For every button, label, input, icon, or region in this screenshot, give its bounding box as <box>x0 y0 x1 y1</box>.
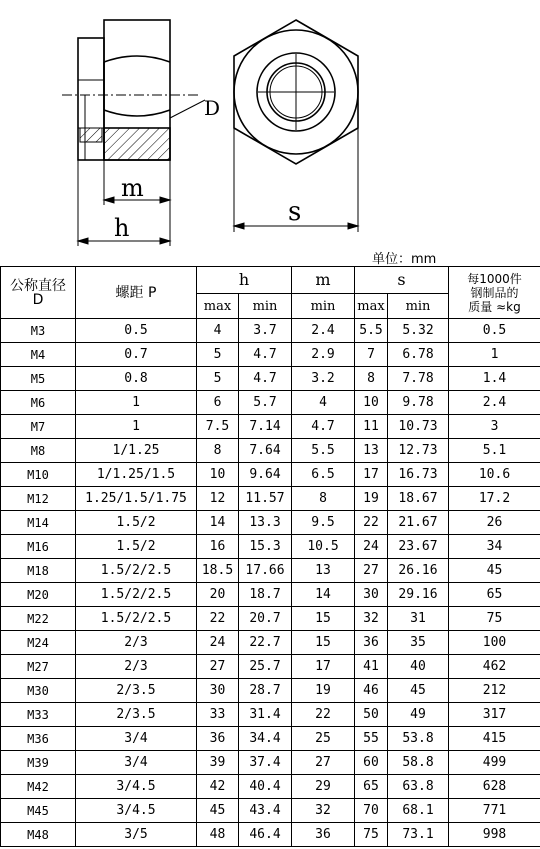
cell-mass: 17.2 <box>449 487 540 511</box>
cell-h-max: 39 <box>197 751 239 775</box>
cell-s-max: 41 <box>355 655 388 679</box>
header-h-min: min <box>239 294 292 319</box>
cell-diameter: M33 <box>1 703 76 727</box>
cell-pitch: 1.25/1.5/1.75 <box>76 487 197 511</box>
cell-h-min: 25.7 <box>239 655 292 679</box>
cell-m-min: 10.5 <box>292 535 355 559</box>
cell-h-min: 15.3 <box>239 535 292 559</box>
cell-diameter: M39 <box>1 751 76 775</box>
nut-drawing <box>0 0 540 268</box>
cell-pitch: 3/4 <box>76 727 197 751</box>
cell-s-min: 21.67 <box>388 511 449 535</box>
cell-s-min: 16.73 <box>388 463 449 487</box>
spec-table <box>0 266 540 847</box>
cell-s-min: 63.8 <box>388 775 449 799</box>
cell-diameter: M45 <box>1 799 76 823</box>
cell-h-max: 33 <box>197 703 239 727</box>
cell-diameter: M22 <box>1 607 76 631</box>
cell-pitch: 0.5 <box>76 319 197 343</box>
cell-s-max: 70 <box>355 799 388 823</box>
table-row <box>1 703 540 727</box>
table-row <box>1 391 540 415</box>
cell-h-max: 7.5 <box>197 415 239 439</box>
cell-diameter: M6 <box>1 391 76 415</box>
front-centerlines <box>258 54 334 130</box>
table-row <box>1 367 540 391</box>
cell-h-max: 27 <box>197 655 239 679</box>
cell-s-min: 53.8 <box>388 727 449 751</box>
cell-h-max: 20 <box>197 583 239 607</box>
cell-m-min: 8 <box>292 487 355 511</box>
cell-s-min: 40 <box>388 655 449 679</box>
cell-mass: 0.5 <box>449 319 540 343</box>
cell-pitch: 2/3.5 <box>76 679 197 703</box>
cell-pitch: 3/4.5 <box>76 775 197 799</box>
cell-pitch: 3/5 <box>76 823 197 847</box>
table-row <box>1 343 540 367</box>
cell-mass: 5.1 <box>449 439 540 463</box>
cell-h-min: 37.4 <box>239 751 292 775</box>
cell-s-max: 22 <box>355 511 388 535</box>
cell-m-min: 32 <box>292 799 355 823</box>
cell-h-min: 11.57 <box>239 487 292 511</box>
cell-s-min: 9.78 <box>388 391 449 415</box>
cell-s-max: 5.5 <box>355 319 388 343</box>
cell-diameter: M16 <box>1 535 76 559</box>
cell-mass: 2.4 <box>449 391 540 415</box>
cell-mass: 34 <box>449 535 540 559</box>
cell-mass: 26 <box>449 511 540 535</box>
cell-diameter: M36 <box>1 727 76 751</box>
table-row <box>1 679 540 703</box>
cell-s-max: 60 <box>355 751 388 775</box>
cell-h-min: 3.7 <box>239 319 292 343</box>
cell-m-min: 3.2 <box>292 367 355 391</box>
cell-m-min: 9.5 <box>292 511 355 535</box>
cell-pitch: 3/4 <box>76 751 197 775</box>
cell-m-min: 36 <box>292 823 355 847</box>
cell-m-min: 2.9 <box>292 343 355 367</box>
table-row <box>1 415 540 439</box>
cell-h-max: 4 <box>197 319 239 343</box>
header-s-min: min <box>388 294 449 319</box>
cell-pitch: 2/3 <box>76 655 197 679</box>
cell-mass: 771 <box>449 799 540 823</box>
cell-s-min: 18.67 <box>388 487 449 511</box>
table-row <box>1 559 540 583</box>
cell-pitch: 2/3.5 <box>76 703 197 727</box>
cell-m-min: 2.4 <box>292 319 355 343</box>
cell-h-max: 45 <box>197 799 239 823</box>
cell-h-max: 8 <box>197 439 239 463</box>
table-row <box>1 727 540 751</box>
cell-s-min: 45 <box>388 679 449 703</box>
cell-s-min: 26.16 <box>388 559 449 583</box>
cell-s-min: 68.1 <box>388 799 449 823</box>
cell-diameter: M7 <box>1 415 76 439</box>
cell-pitch: 1.5/2/2.5 <box>76 559 197 583</box>
cell-diameter: M12 <box>1 487 76 511</box>
cell-pitch: 1.5/2 <box>76 535 197 559</box>
cell-s-max: 55 <box>355 727 388 751</box>
cell-m-min: 19 <box>292 679 355 703</box>
cell-s-max: 19 <box>355 487 388 511</box>
cell-h-max: 18.5 <box>197 559 239 583</box>
cell-pitch: 0.8 <box>76 367 197 391</box>
cell-mass: 317 <box>449 703 540 727</box>
side-view <box>78 20 170 160</box>
cell-s-max: 17 <box>355 463 388 487</box>
cell-m-min: 27 <box>292 751 355 775</box>
table-row <box>1 655 540 679</box>
cell-diameter: M48 <box>1 823 76 847</box>
cell-pitch: 1.5/2/2.5 <box>76 607 197 631</box>
cell-m-min: 5.5 <box>292 439 355 463</box>
header-mass: 每1000件 钢制品的 质量 ≈kg <box>449 267 540 319</box>
cell-pitch: 1/1.25 <box>76 439 197 463</box>
cell-h-min: 7.64 <box>239 439 292 463</box>
cell-s-min: 6.78 <box>388 343 449 367</box>
cell-s-max: 27 <box>355 559 388 583</box>
cell-s-min: 10.73 <box>388 415 449 439</box>
cell-h-max: 42 <box>197 775 239 799</box>
table-row <box>1 439 540 463</box>
cell-pitch: 1.5/2 <box>76 511 197 535</box>
table-row <box>1 631 540 655</box>
cell-h-max: 24 <box>197 631 239 655</box>
cell-s-max: 8 <box>355 367 388 391</box>
cell-m-min: 29 <box>292 775 355 799</box>
cell-s-max: 36 <box>355 631 388 655</box>
cell-s-max: 13 <box>355 439 388 463</box>
cell-mass: 45 <box>449 559 540 583</box>
cell-m-min: 15 <box>292 631 355 655</box>
cell-pitch: 1/1.25/1.5 <box>76 463 197 487</box>
cell-pitch: 0.7 <box>76 343 197 367</box>
header-s-max: max <box>355 294 388 319</box>
cell-h-min: 20.7 <box>239 607 292 631</box>
cell-mass: 10.6 <box>449 463 540 487</box>
cell-s-max: 11 <box>355 415 388 439</box>
cell-h-min: 40.4 <box>239 775 292 799</box>
cell-h-min: 22.7 <box>239 631 292 655</box>
cell-s-max: 75 <box>355 823 388 847</box>
cell-diameter: M30 <box>1 679 76 703</box>
cell-m-min: 17 <box>292 655 355 679</box>
cell-mass: 1.4 <box>449 367 540 391</box>
header-m-min: min <box>292 294 355 319</box>
cell-diameter: M20 <box>1 583 76 607</box>
cell-h-max: 36 <box>197 727 239 751</box>
cell-diameter: M14 <box>1 511 76 535</box>
table-row <box>1 751 540 775</box>
cell-m-min: 14 <box>292 583 355 607</box>
cell-mass: 65 <box>449 583 540 607</box>
cell-h-min: 13.3 <box>239 511 292 535</box>
cell-s-max: 24 <box>355 535 388 559</box>
cell-mass: 100 <box>449 631 540 655</box>
cell-m-min: 13 <box>292 559 355 583</box>
cell-mass: 3 <box>449 415 540 439</box>
cell-s-max: 46 <box>355 679 388 703</box>
cell-h-min: 31.4 <box>239 703 292 727</box>
header-h-max: max <box>197 294 239 319</box>
table-row <box>1 607 540 631</box>
cell-h-max: 6 <box>197 391 239 415</box>
cell-pitch: 1 <box>76 391 197 415</box>
header-s: s <box>355 267 449 294</box>
d-leader <box>170 100 205 118</box>
cell-h-max: 14 <box>197 511 239 535</box>
cell-diameter: M27 <box>1 655 76 679</box>
label-m: m <box>121 174 144 202</box>
cell-h-min: 18.7 <box>239 583 292 607</box>
cell-s-min: 7.78 <box>388 367 449 391</box>
cell-s-min: 5.32 <box>388 319 449 343</box>
label-d: D <box>204 96 221 120</box>
cell-s-max: 10 <box>355 391 388 415</box>
table-row <box>1 511 540 535</box>
cell-h-max: 16 <box>197 535 239 559</box>
cell-pitch: 2/3 <box>76 631 197 655</box>
cell-diameter: M3 <box>1 319 76 343</box>
cell-h-max: 10 <box>197 463 239 487</box>
cell-h-min: 43.4 <box>239 799 292 823</box>
cell-s-max: 30 <box>355 583 388 607</box>
table-row <box>1 823 540 847</box>
cell-h-min: 7.14 <box>239 415 292 439</box>
cell-h-max: 22 <box>197 607 239 631</box>
cell-h-max: 30 <box>197 679 239 703</box>
cell-diameter: M5 <box>1 367 76 391</box>
cell-m-min: 15 <box>292 607 355 631</box>
header-h: h <box>197 267 292 294</box>
cell-s-min: 23.67 <box>388 535 449 559</box>
table-row <box>1 463 540 487</box>
table-row <box>1 487 540 511</box>
cell-s-max: 7 <box>355 343 388 367</box>
cell-s-min: 35 <box>388 631 449 655</box>
cell-s-max: 32 <box>355 607 388 631</box>
cell-h-min: 46.4 <box>239 823 292 847</box>
cell-s-max: 65 <box>355 775 388 799</box>
cell-h-min: 17.66 <box>239 559 292 583</box>
cell-m-min: 4 <box>292 391 355 415</box>
cell-h-min: 4.7 <box>239 343 292 367</box>
label-h: h <box>114 214 130 242</box>
cell-s-min: 31 <box>388 607 449 631</box>
cell-pitch: 1.5/2/2.5 <box>76 583 197 607</box>
cell-h-min: 28.7 <box>239 679 292 703</box>
cell-m-min: 4.7 <box>292 415 355 439</box>
cell-mass: 998 <box>449 823 540 847</box>
cell-diameter: M18 <box>1 559 76 583</box>
cell-diameter: M42 <box>1 775 76 799</box>
table-row <box>1 319 540 343</box>
header-pitch: 螺距 P <box>76 267 197 319</box>
table-row <box>1 583 540 607</box>
cell-h-max: 12 <box>197 487 239 511</box>
table-row <box>1 799 540 823</box>
label-s: s <box>288 197 302 227</box>
cell-diameter: M10 <box>1 463 76 487</box>
cell-h-max: 5 <box>197 343 239 367</box>
cell-s-max: 50 <box>355 703 388 727</box>
cell-m-min: 25 <box>292 727 355 751</box>
cell-mass: 1 <box>449 343 540 367</box>
cell-mass: 75 <box>449 607 540 631</box>
cell-h-min: 9.64 <box>239 463 292 487</box>
cell-h-max: 5 <box>197 367 239 391</box>
cell-h-min: 34.4 <box>239 727 292 751</box>
cell-m-min: 6.5 <box>292 463 355 487</box>
cell-s-min: 29.16 <box>388 583 449 607</box>
cell-mass: 628 <box>449 775 540 799</box>
cell-s-min: 58.8 <box>388 751 449 775</box>
cell-diameter: M8 <box>1 439 76 463</box>
cell-s-min: 12.73 <box>388 439 449 463</box>
cell-mass: 462 <box>449 655 540 679</box>
cell-diameter: M24 <box>1 631 76 655</box>
cell-s-min: 73.1 <box>388 823 449 847</box>
cell-h-max: 48 <box>197 823 239 847</box>
cell-diameter: M4 <box>1 343 76 367</box>
cell-pitch: 3/4.5 <box>76 799 197 823</box>
table-row <box>1 775 540 799</box>
cell-h-min: 4.7 <box>239 367 292 391</box>
cell-pitch: 1 <box>76 415 197 439</box>
cell-m-min: 22 <box>292 703 355 727</box>
cell-mass: 212 <box>449 679 540 703</box>
header-m: m <box>292 267 355 294</box>
header-nominal-diameter: 公称直径 D <box>1 267 76 319</box>
cell-mass: 499 <box>449 751 540 775</box>
cell-mass: 415 <box>449 727 540 751</box>
table-row <box>1 535 540 559</box>
cell-h-min: 5.7 <box>239 391 292 415</box>
unit-label: 单位：mm <box>372 252 437 267</box>
cell-s-min: 49 <box>388 703 449 727</box>
